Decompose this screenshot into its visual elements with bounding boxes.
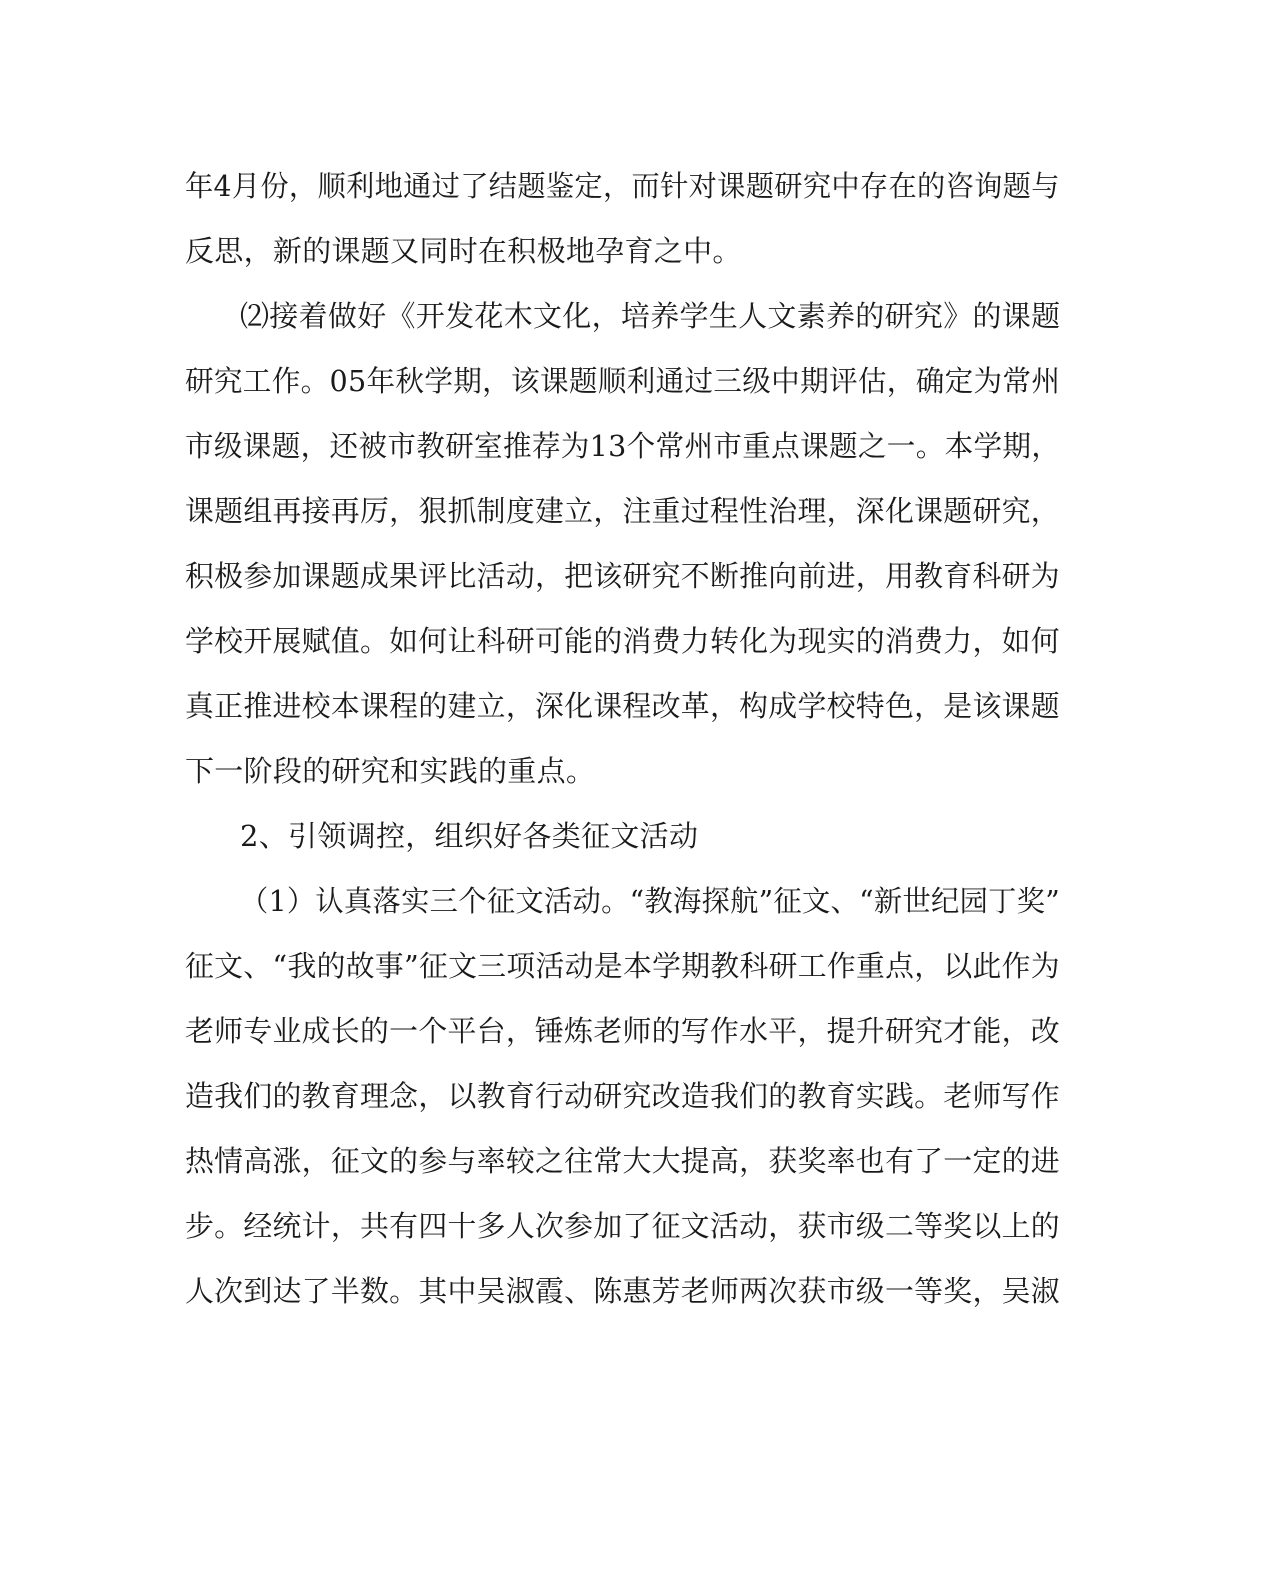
text-line: 老师专业成长的一个平台，锤炼老师的写作水平，提升研究才能，改	[185, 1014, 1060, 1048]
text-line: 研究工作。05年秋学期，该课题顺利通过三级中期评估，确定为常州	[185, 364, 1061, 398]
text-line: 积极参加课题成果评比活动，把该研究不断推向前进，用教育科研为	[185, 559, 1060, 593]
text-line: 征文、“我的故事”征文三项活动是本学期教科研工作重点，以此作为	[185, 949, 1060, 983]
text-line: ⑵接着做好《开发花木文化，培养学生人文素养的研究》的课题	[240, 299, 1061, 333]
text-line: 真正推进校本课程的建立，深化课程改革，构成学校特色，是该课题	[185, 689, 1060, 723]
text-line: 热情高涨，征文的参与率较之往常大大提高，获奖率也有了一定的进	[185, 1144, 1060, 1178]
text-line: 学校开展赋值。如何让科研可能的消费力转化为现实的消费力，如何	[185, 624, 1060, 658]
text-line: 市级课题，还被市教研室推荐为13个常州市重点课题之一。本学期，	[185, 429, 1061, 463]
text-line: 造我们的教育理念，以教育行动研究改造我们的教育实践。老师写作	[185, 1079, 1060, 1113]
text-line: （1）认真落实三个征文活动。“教海探航”征文、“新世纪园丁奖”	[240, 884, 1061, 918]
text-line: 下一阶段的研究和实践的重点。	[185, 754, 596, 788]
text-line: 课题组再接再厉，狠抓制度建立，注重过程性治理，深化课题研究，	[185, 494, 1060, 528]
text-line: 年4月份，顺利地通过了结题鉴定，而针对课题研究中存在的咨询题与	[185, 169, 1060, 203]
section-heading: 2、引领调控，组织好各类征文活动	[240, 819, 699, 853]
text-line: 反思，新的课题又同时在积极地孕育之中。	[185, 234, 742, 268]
text-line: 步。经统计，共有四十多人次参加了征文活动，获市级二等奖以上的	[185, 1209, 1060, 1243]
text-line: 人次到达了半数。其中吴淑霞、陈惠芳老师两次获市级一等奖，吴淑	[185, 1274, 1060, 1308]
